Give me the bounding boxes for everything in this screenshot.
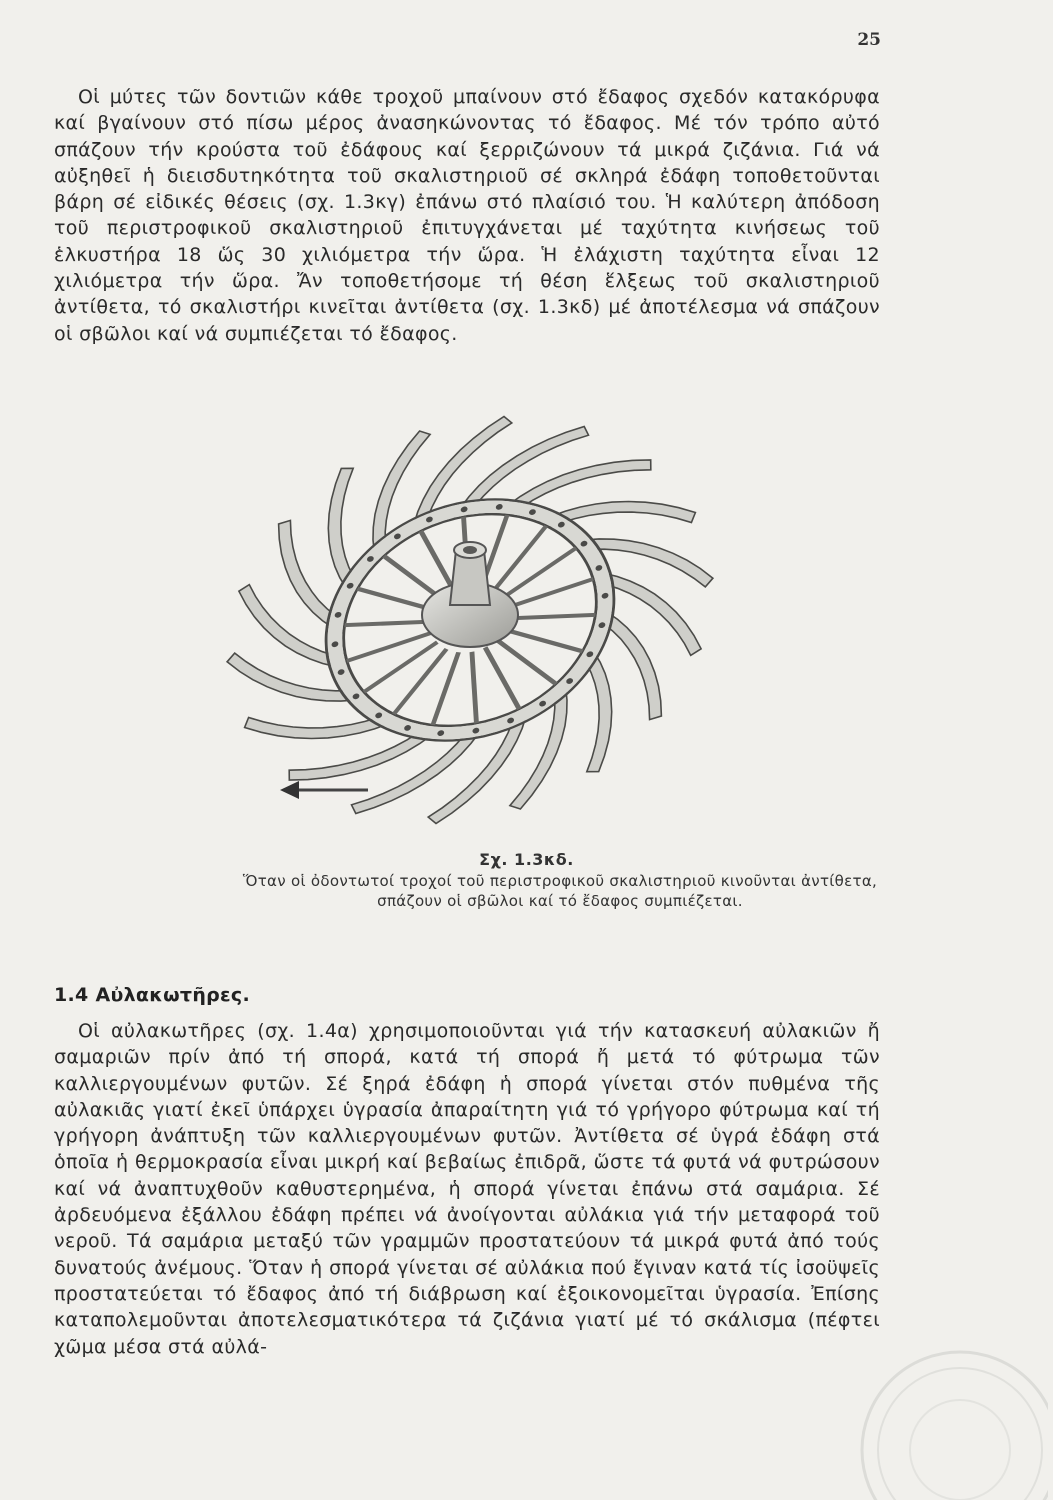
section-paragraph xyxy=(54,1018,880,1360)
section-heading: 1.4 Αὐλακωτῆρες. xyxy=(54,984,251,1006)
direction-arrow xyxy=(280,781,368,799)
toothed-wheel xyxy=(227,417,713,824)
page-number: 25 xyxy=(857,30,881,50)
wheel-spoke xyxy=(411,652,480,725)
wheel-spoke xyxy=(345,595,432,653)
wheel-spoke xyxy=(508,574,593,613)
paragraph-text: Οἱ μύτες τῶν δοντιῶν κάθε τροχοῦ μπαίνουν στό ἔδαφος σχεδόν κατακόρυφα καί βγαίνουν στό πίσω μέρος ἀνασηκώνοντας τό ἔδαφος. Μέ τόν τρόπο αὐτό σπάζουν τήν κρούστα τοῦ ἐδάφους καί ξερριζώνουν τά μικρά ζιζάνια. Γιά νά αὐξηθεῖ ἡ διεισδυτηκότητα τοῦ σκαλιστηριοῦ σέ σκληρά ἐδάφη τοποθετοῦνται βάρη σέ εἰδικές θέσεις (σχ. 1.3κγ) ἐπάνω στό πλαίσιό του. Ἡ καλύτερη ἀπόδοση τοῦ περιστροφικοῦ σκαλιστηριοῦ ἐπιτυγχάνεται μέ ταχύτητα κινήσεως τοῦ ἑλκυστήρα 18 ὥς 30 χιλιόμετρα τήν ὥρα. Ἡ ἐλάχιστη ταχύτητα εἶναι 12 χιλιόμετρα τήν ὥρα. Ἄν τοποθετήσομε τή θέση ἕλξεως τοῦ σκαλιστηριοῦ ἀντίθετα, τό σκαλιστήρι κινεῖται ἀντίθετα (σχ. 1.3κδ) μέ ἀποτέλεσμα νά σπάζουν οἱ σβῶλοι καί νά συμπιέζεται τό ἔδαφος. xyxy=(54,86,880,345)
rotary-hoe-wheel-illustration xyxy=(200,415,760,835)
figure-label: Σχ. 1.3κδ. xyxy=(479,850,574,869)
wheel-spoke xyxy=(451,652,497,723)
library-stamp xyxy=(848,1340,1048,1500)
body-paragraph xyxy=(54,84,880,347)
rotary-hoe-wheel-figure xyxy=(200,415,760,835)
figure-caption: Ὅταν οἱ ὀδοντωτοί τροχοί τοῦ περιστροφικοῦ σκαλιστηριοῦ κινοῦνται ἀντίθετα, σπάζουν οἱ σβῶλοι καί τό ἔδαφος συμπιέζεται. xyxy=(242,872,878,910)
wheel-spoke xyxy=(509,588,596,646)
wheel-spoke xyxy=(347,627,432,666)
paragraph-text: Οἱ αὐλακωτῆρες (σχ. 1.4α) χρησιμοποιοῦνται γιά τήν κατασκευή αὐλακιῶν ἤ σαμαριῶν πρίν ἀπό τή σπορά, κατά τή σπορά ἤ μετά τό φύτρωμα τῶν καλλιεργουμένων φυτῶν. Σέ ξηρά ἐδάφη ἡ σπορά γίνεται στόν πυθμένα τῆς αὐλακιᾶς γιατί ἐκεῖ ὑπάρχει ὑγρασία ἀπαραίτητη γιά τό γρήγορο φύτρωμα καί τή γρήγορη ἀνάπτυξη τῶν καλλιεργουμένων φυτῶν. Ἀντίθετα σέ ὑγρά ἐδάφη στά ὁποῖα ἡ θερμοκρασία εἶναι μικρή καί βεβαίως ἐπιδρᾶ, ὥστε τά φυτά νά φυτρώσουν καί νά ἀναπτυχθοῦν καθυστερημένα, ἡ σπορά γίνεται ἐπάνω στά σαμάρια. Σέ ἀρδευόμενα ἐξάλλου ἐδάφη πρέπει νά ἀνοίγονται αὐλάκια γιά τήν μεταφορά τοῦ νεροῦ. Τά σαμάρια μεταξύ τῶν γραμμῶν προστατεύουν τά μικρά φυτά ἀπό τούς δυνατούς ἀνέμους. Ὅταν ἡ σπορά γίνεται σέ αὐλάκια πού ἔγιναν κατά τίς ἰσοϋψεῖς προστατεύεται τό ἔδαφος ἀπό τή διάβρωση καί ἐξοικονομεῖται ὑγρασία. Ἐπίσης καταπολεμοῦνται ἀποτελεσματικότερα τά ζιζάνια γιατί μέ τό σκάλισμα (πέφτει χῶμα μέσα στά αὐλά- xyxy=(54,1020,880,1358)
